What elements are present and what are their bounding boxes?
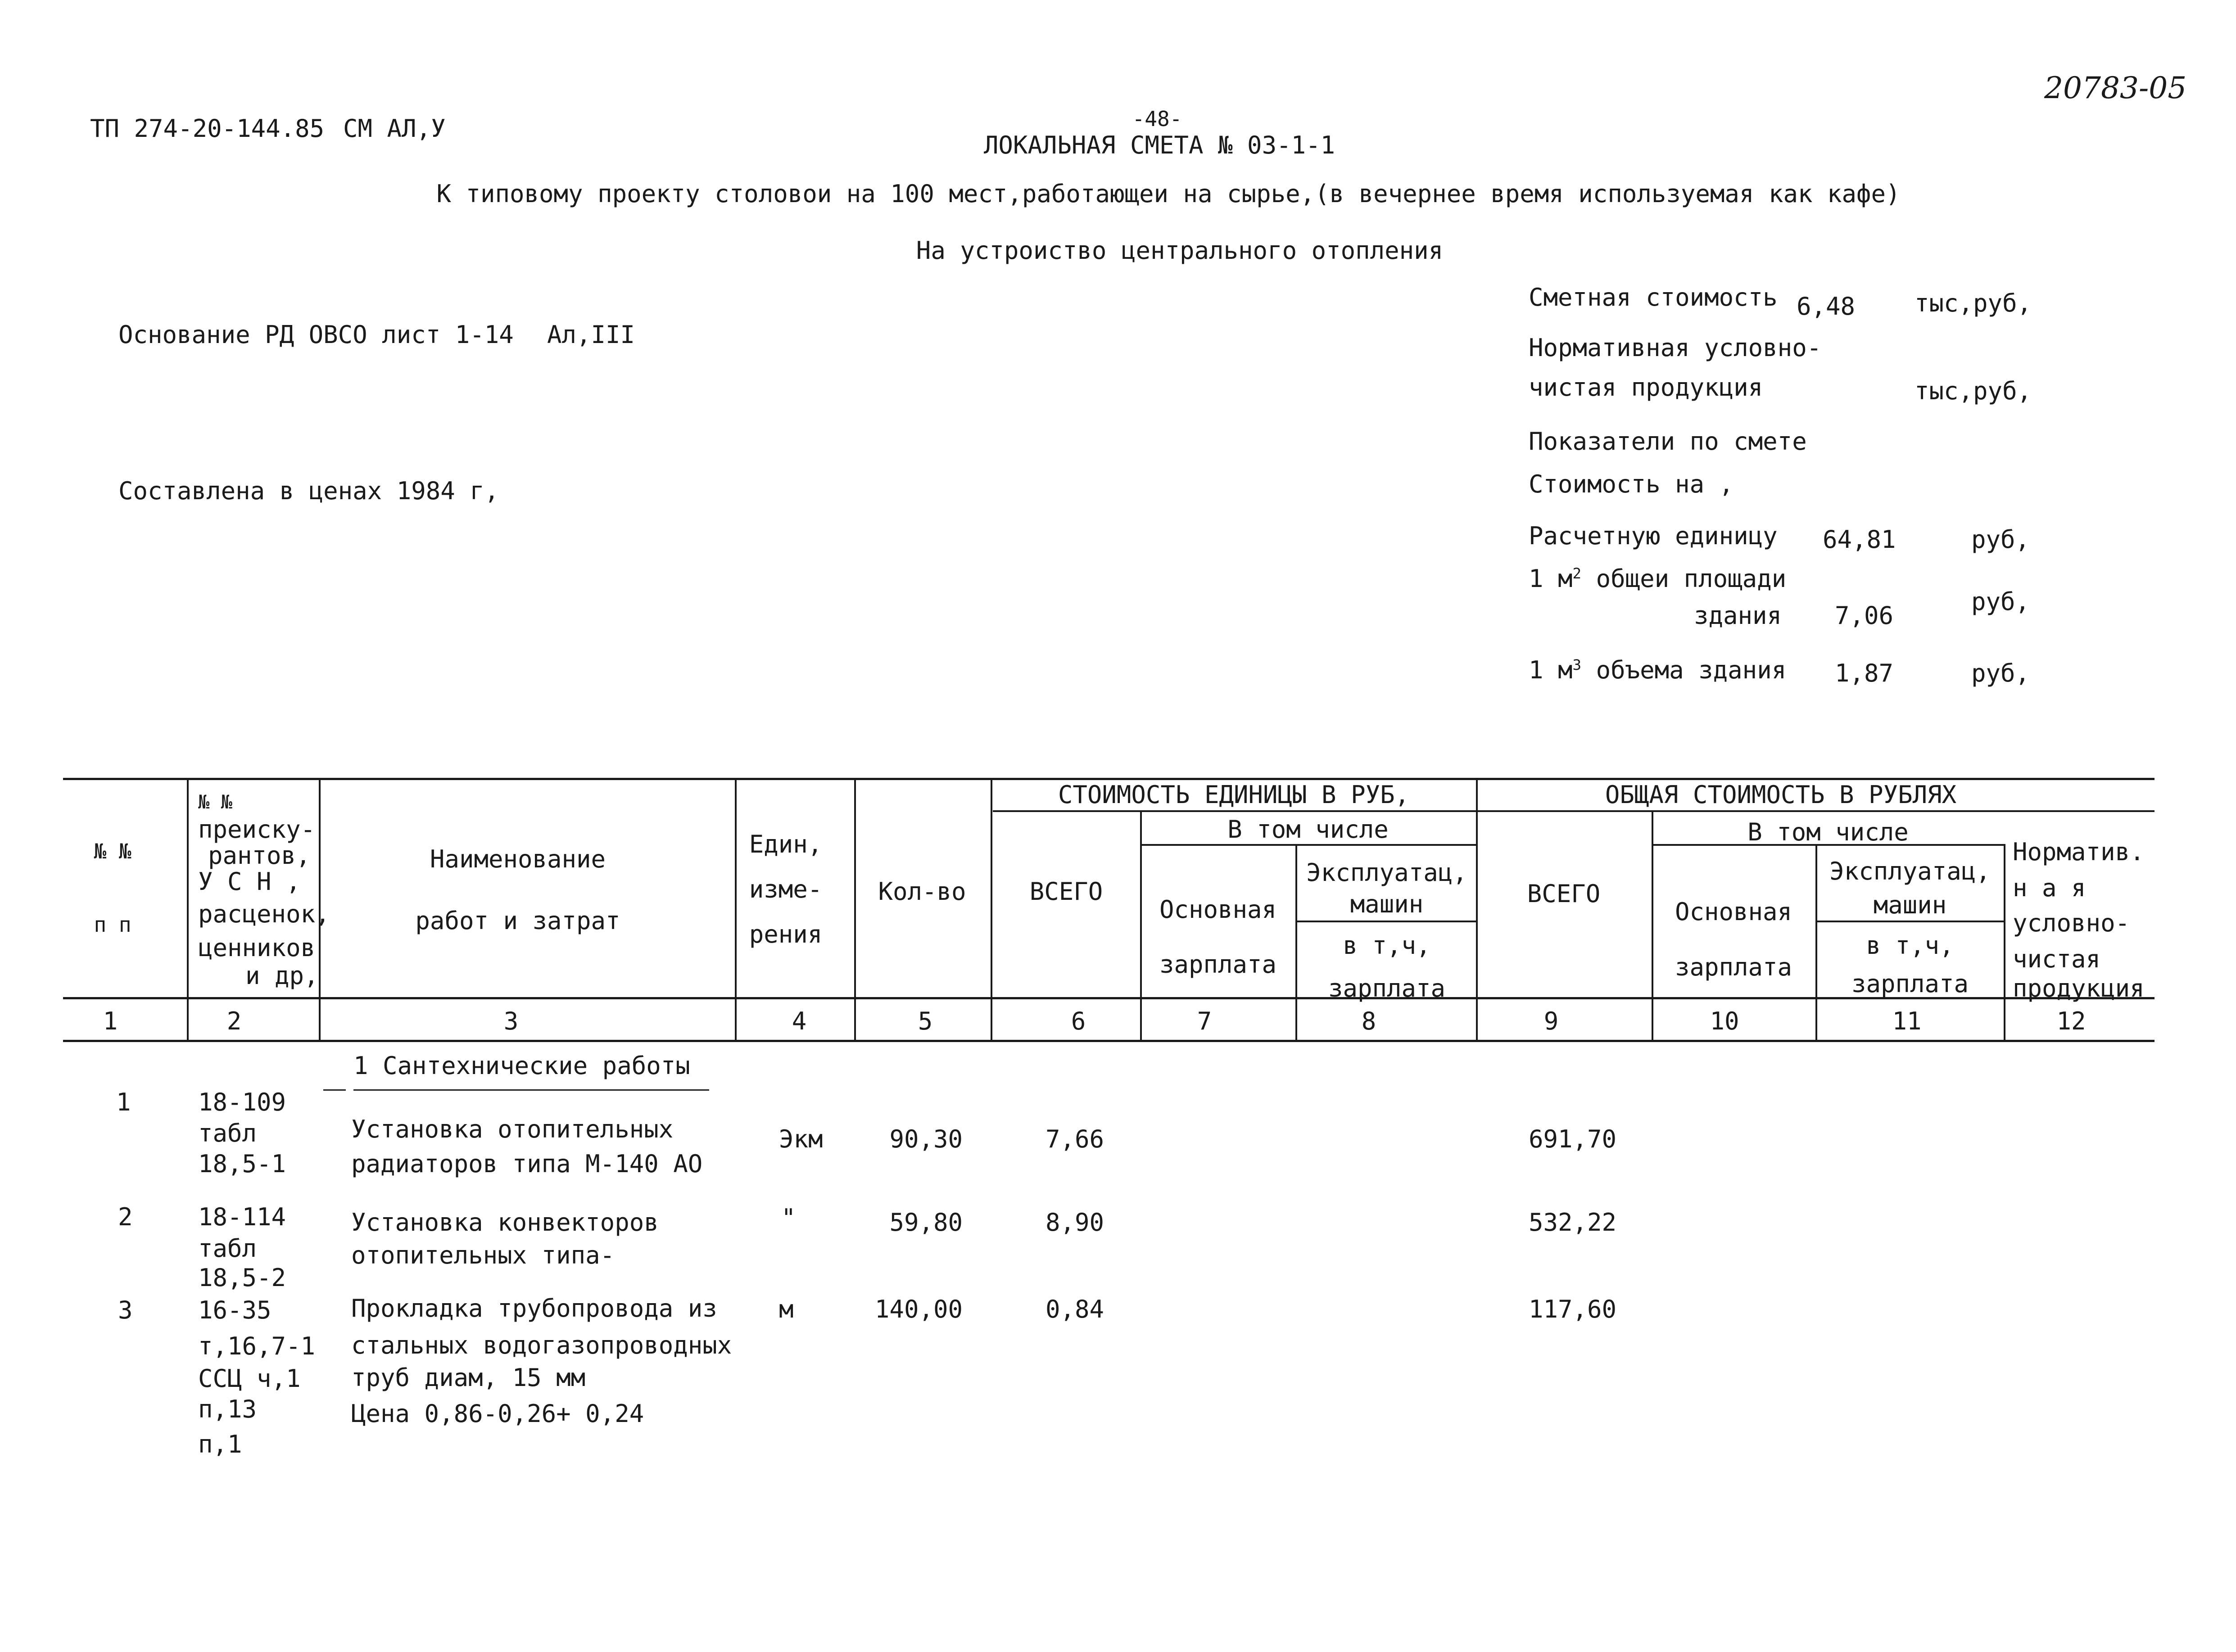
col-number: 6 <box>1071 1007 1086 1035</box>
header-unit-machine-wage-l2: зарплата <box>1328 974 1446 1002</box>
document-title: ЛОКАЛЬНАЯ СМЕТА № 03-1-1 <box>983 131 1335 159</box>
table-row-qty: 59,80 <box>889 1208 963 1237</box>
table-row-name: Установка конвекторов <box>351 1208 659 1237</box>
col-number: 5 <box>918 1007 933 1035</box>
header-npp-l4: чистая <box>2013 945 2101 973</box>
header-code-l6: ценников <box>198 934 316 962</box>
header-unit-wage-l1: Основная <box>1159 895 1277 924</box>
table-row-total: 117,60 <box>1529 1295 1617 1323</box>
header-num-l2: п п <box>94 912 131 937</box>
col-number: 7 <box>1197 1007 1212 1035</box>
table-row-name: Прокладка трубопровода из <box>351 1294 717 1323</box>
section-dash <box>323 1089 346 1091</box>
table-row-code: п,13 <box>198 1395 257 1423</box>
npp-label-line2: чистая продукция <box>1529 373 1763 402</box>
header-total-machine-wage-l1: в т,ч, <box>1866 931 1954 960</box>
table-row-unit: м <box>779 1295 794 1323</box>
header-total-machine-l1: Эксплуатац, <box>1829 857 1991 885</box>
header-unit-cost: СТОИМОСТЬ ЕДИНИЦЫ В РУБ, <box>1058 781 1410 809</box>
table-row-name: Установка отопительных <box>351 1115 674 1143</box>
document-purpose: На устроиство центрального отопления <box>916 236 1444 265</box>
header-qty: Кол-во <box>878 877 966 906</box>
header-npp-l1: Норматив. <box>2013 838 2145 866</box>
archive-stamp: 20783-05 <box>2044 71 2187 105</box>
header-name-l1: Наименование <box>430 845 606 873</box>
table-row-code: 18,5-1 <box>198 1150 286 1178</box>
estimate-cost-value: 6,48 <box>1797 292 1856 320</box>
table-row-total: 532,22 <box>1529 1208 1617 1237</box>
table-row-code: 18,5-2 <box>198 1264 286 1292</box>
table-row-name: труб диам, 15 мм <box>351 1363 586 1392</box>
header-unit-machine-l2: машин <box>1350 890 1424 918</box>
col-number: 10 <box>1710 1007 1739 1035</box>
basis-album: Ал,III <box>547 320 635 349</box>
header-code-l7: и др, <box>245 961 319 990</box>
header-unit-machine-l1: Эксплуатац, <box>1306 858 1467 887</box>
header-total-all: ВСЕГО <box>1527 880 1601 908</box>
table-row-code: табл <box>198 1234 257 1263</box>
header-total-wage-l2: зарплата <box>1675 953 1792 981</box>
table-row-code: ССЦ ч,1 <box>198 1364 301 1393</box>
table-row-name: радиаторов типа М-140 АО <box>351 1150 703 1178</box>
volume-value: 1,87 <box>1835 659 1894 687</box>
col-number: 9 <box>1543 1007 1559 1035</box>
table-row-unit: Экм <box>779 1125 823 1153</box>
table-row-code: 16-35 <box>198 1296 272 1324</box>
table-row-code: табл <box>198 1119 257 1147</box>
header-npp-l3: условно- <box>2013 909 2130 937</box>
col-number: 2 <box>226 1007 242 1035</box>
header-total-machine-l2: машин <box>1873 891 1947 919</box>
header-unit-machine-wage-l1: в т,ч, <box>1343 931 1431 960</box>
header-code-l3: рантов, <box>208 841 311 870</box>
area-label-line1: 1 $м^2$ общеи площади <box>1529 564 1787 593</box>
header-code-l4: У С Н , <box>198 867 301 896</box>
npp-label-line1: Нормативная условно- <box>1529 334 1822 362</box>
calc-unit-value: 64,81 <box>1823 525 1896 554</box>
basis-text: Основание РД ОВСО лист 1-14 <box>118 320 514 349</box>
calc-unit-label: Расчетную единицу <box>1529 522 1778 550</box>
prices-year: Составлена в ценах 1984 г, <box>118 477 499 505</box>
table-row-code: п,1 <box>198 1430 242 1458</box>
table-row-qty: 90,30 <box>889 1125 963 1153</box>
estimate-cost-label: Сметная стоимость <box>1529 283 1778 311</box>
header-incl-total: В том числе <box>1747 818 1909 846</box>
npp-unit: тыс,руб, <box>1915 377 2032 405</box>
table-row-name: стальных водогазопроводных <box>351 1331 732 1359</box>
col-number: 8 <box>1361 1007 1376 1035</box>
table-row-num: 3 <box>118 1296 133 1324</box>
header-code-l2: преиску- <box>198 815 316 844</box>
document-subtitle: К типовому проекту столовои на 100 мест,работающеи на сырье,(в вечернее время используемая как кафе) <box>436 180 1901 208</box>
col-number: 1 <box>103 1007 118 1035</box>
table-row-name: отопительных типа- <box>351 1241 615 1269</box>
area-unit: руб, <box>1971 587 2030 616</box>
table-row-unit: " <box>781 1204 796 1232</box>
header-num-l1: № № <box>94 839 131 863</box>
table-row-code: 18-114 <box>198 1203 286 1231</box>
header-unit-l2: изме- <box>749 875 823 903</box>
album-code: СМ АЛ,У <box>343 114 446 143</box>
estimate-cost-unit: тыс,руб, <box>1915 289 2032 317</box>
project-code: ТП 274-20-144.85 <box>90 114 325 143</box>
section-underline <box>353 1089 709 1091</box>
volume-label: 1 $м^3$ объема здания <box>1529 656 1787 684</box>
table-row-total: 691,70 <box>1529 1125 1617 1153</box>
area-label-line2: здания <box>1694 601 1782 630</box>
indicators-label: Показатели по смете <box>1529 427 1807 456</box>
header-total-wage-l1: Основная <box>1675 898 1792 926</box>
col-number: 11 <box>1892 1007 1922 1035</box>
table-row-num: 1 <box>116 1088 131 1116</box>
page-number: -48- <box>1132 107 1182 131</box>
header-total-cost: ОБЩАЯ СТОИМОСТЬ В РУБЛЯХ <box>1605 781 1957 809</box>
header-incl-unit: В том числе <box>1227 815 1389 844</box>
table-row-num: 2 <box>118 1203 133 1231</box>
section-title: 1 Сантехнические работы <box>353 1052 690 1080</box>
header-unit-all: ВСЕГО <box>1029 877 1103 906</box>
header-total-machine-wage-l2: зарплата <box>1851 970 1969 998</box>
table-row-qty: 140,00 <box>874 1295 963 1323</box>
table-row-unit-total: 0,84 <box>1046 1295 1104 1323</box>
header-unit-l1: Един, <box>749 830 823 858</box>
table-row-name: Цена 0,86-0,26+ 0,24 <box>351 1399 644 1428</box>
header-npp-l5: продукция <box>2013 974 2145 1002</box>
table-row-unit-total: 7,66 <box>1046 1125 1104 1153</box>
table-row-code: т,16,7-1 <box>198 1332 316 1360</box>
header-unit-l3: рения <box>749 920 823 948</box>
volume-unit: руб, <box>1971 659 2030 687</box>
col-number: 12 <box>2056 1007 2086 1035</box>
col-number: 3 <box>503 1007 519 1035</box>
header-code-l5: расценок, <box>198 900 330 928</box>
table-row-unit-total: 8,90 <box>1046 1208 1104 1237</box>
col-number: 4 <box>792 1007 807 1035</box>
header-unit-wage-l2: зарплата <box>1159 950 1277 979</box>
area-value: 7,06 <box>1835 601 1894 630</box>
calc-unit-unit: руб, <box>1971 525 2030 554</box>
header-code-l1: № № <box>198 791 232 813</box>
header-name-l2: работ и затрат <box>415 907 620 935</box>
cost-per-label: Стоимость на , <box>1529 470 1734 498</box>
table-row-code: 18-109 <box>198 1088 286 1116</box>
header-npp-l2: н а я <box>2013 874 2086 902</box>
